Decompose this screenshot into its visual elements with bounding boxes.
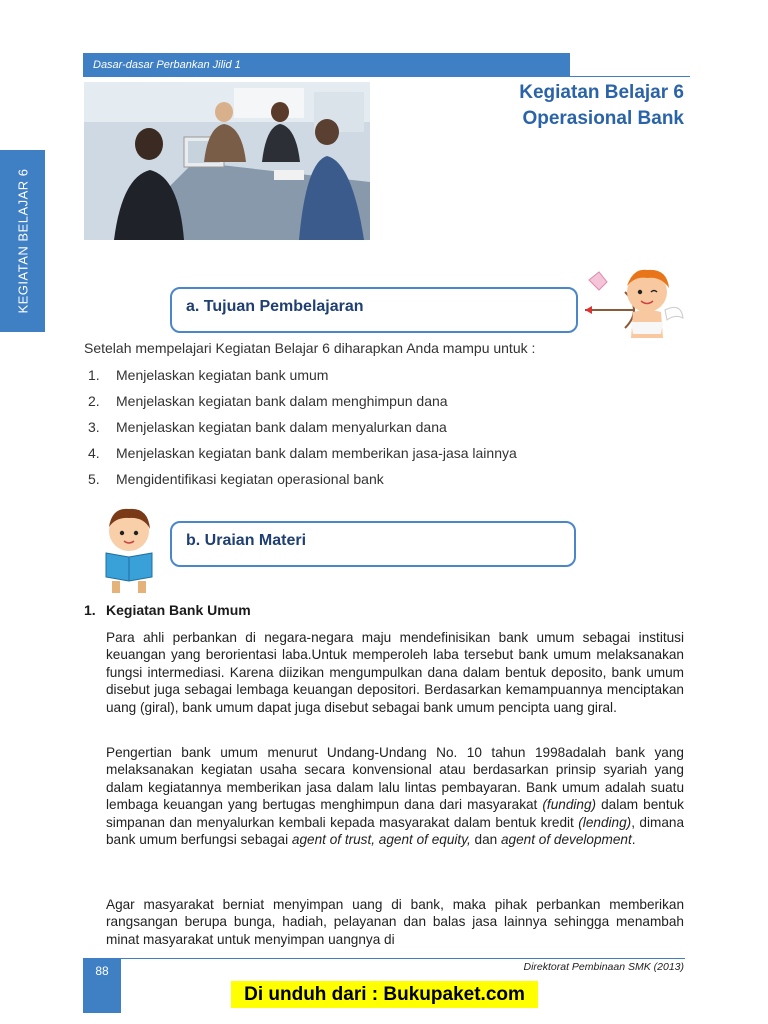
section-b-heading: b. Uraian Materi xyxy=(186,532,307,549)
list-item: 2. Menjelaskan kegiatan bank dalam menghimpun dana xyxy=(88,393,448,409)
list-item: 5. Mengidentifikasi kegiatan operasional bank xyxy=(88,471,384,487)
cupid-mascot-icon xyxy=(585,262,685,344)
footer-credit: Direktorat Pembinaan SMK (2013) xyxy=(523,961,684,973)
book-title: Dasar-dasar Perbankan Jilid 1 xyxy=(93,59,241,71)
download-banner: Di unduh dari : Bukupaket.com xyxy=(231,981,538,1008)
section-b-box xyxy=(170,521,576,567)
section-a-heading: a. Tujuan Pembelajaran xyxy=(186,298,364,315)
paragraph-2: Pengertian bank umum menurut Undang-Undang No. 10 tahun 1998adalah bank yang melaksanakan kegiatan usaha secara konvensional atau berdasarkan prinsip syariah yang dalam kegiatannya memberikan jasa dalam lalu lintas pembayaran. Bank umum adalah suatu lembaga keuangan yang bertugas menghimpun dana dari masyarakat (funding) dalam bentuk simpanan dan menyalurkan kembali kepada masyarakat dalam bentuk kredit (lending), dimana bank umum berfungsi sebagai agent of trust, agent of equity, dan agent of development. xyxy=(106,745,684,848)
objectives-list xyxy=(88,364,517,494)
subsection-heading xyxy=(84,602,251,618)
objectives-intro: Setelah mempelajari Kegiatan Belajar 6 diharapkan Anda mampu untuk : xyxy=(84,340,536,356)
photo-illustration xyxy=(84,82,370,240)
list-item: 4. Menjelaskan kegiatan bank dalam memberikan jasa-jasa lainnya xyxy=(88,445,517,461)
lesson-title-line2: Operasional Bank xyxy=(522,108,684,129)
subsection-title: Kegiatan Bank Umum xyxy=(106,602,251,618)
section-a-box xyxy=(170,287,578,333)
paragraph-3: Agar masyarakat berniat menyimpan uang di bank, maka pihak perbankan memberikan rangsangan berupa bunga, hadiah, pelayanan dan balas jasa lainnya sehingga menambah minat masyarakat untuk menyimpan uangnya di xyxy=(106,897,684,947)
side-tab xyxy=(0,150,45,332)
list-item: 1. Menjelaskan kegiatan bank umum xyxy=(88,367,329,383)
header-rule xyxy=(570,76,690,77)
footer-rule xyxy=(120,958,685,959)
bank-office-photo xyxy=(84,82,370,240)
subsection-number: 1. xyxy=(84,602,96,618)
list-item: 3. Menjelaskan kegiatan bank dalam menyalurkan dana xyxy=(88,419,447,435)
lesson-title xyxy=(519,80,684,132)
header-bar xyxy=(83,53,570,77)
lesson-title-line1: Kegiatan Belajar 6 xyxy=(519,82,684,103)
paragraph-1: Para ahli perbankan di negara-negara maju mendefinisikan bank umum sebagai institusi keuangan yang berorientasi laba.Untuk memperoleh laba tersebut bank umum melaksanakan fungsi intermediasi. Karena diizikan mengumpulkan dana dalam bentuk deposito, bank umum disebut juga sebagai lembaga keuangan depositori. Berdasarkan kemampuannya menciptakan uang (giral), bank umum dapat juga disebut sebagai bank umum pencipta uang giral. xyxy=(106,630,684,715)
page-number: 88 xyxy=(83,958,121,1013)
side-tab-label: KEGIATAN BELAJAR 6 xyxy=(15,168,30,314)
reading-kid-mascot-icon xyxy=(98,505,160,595)
